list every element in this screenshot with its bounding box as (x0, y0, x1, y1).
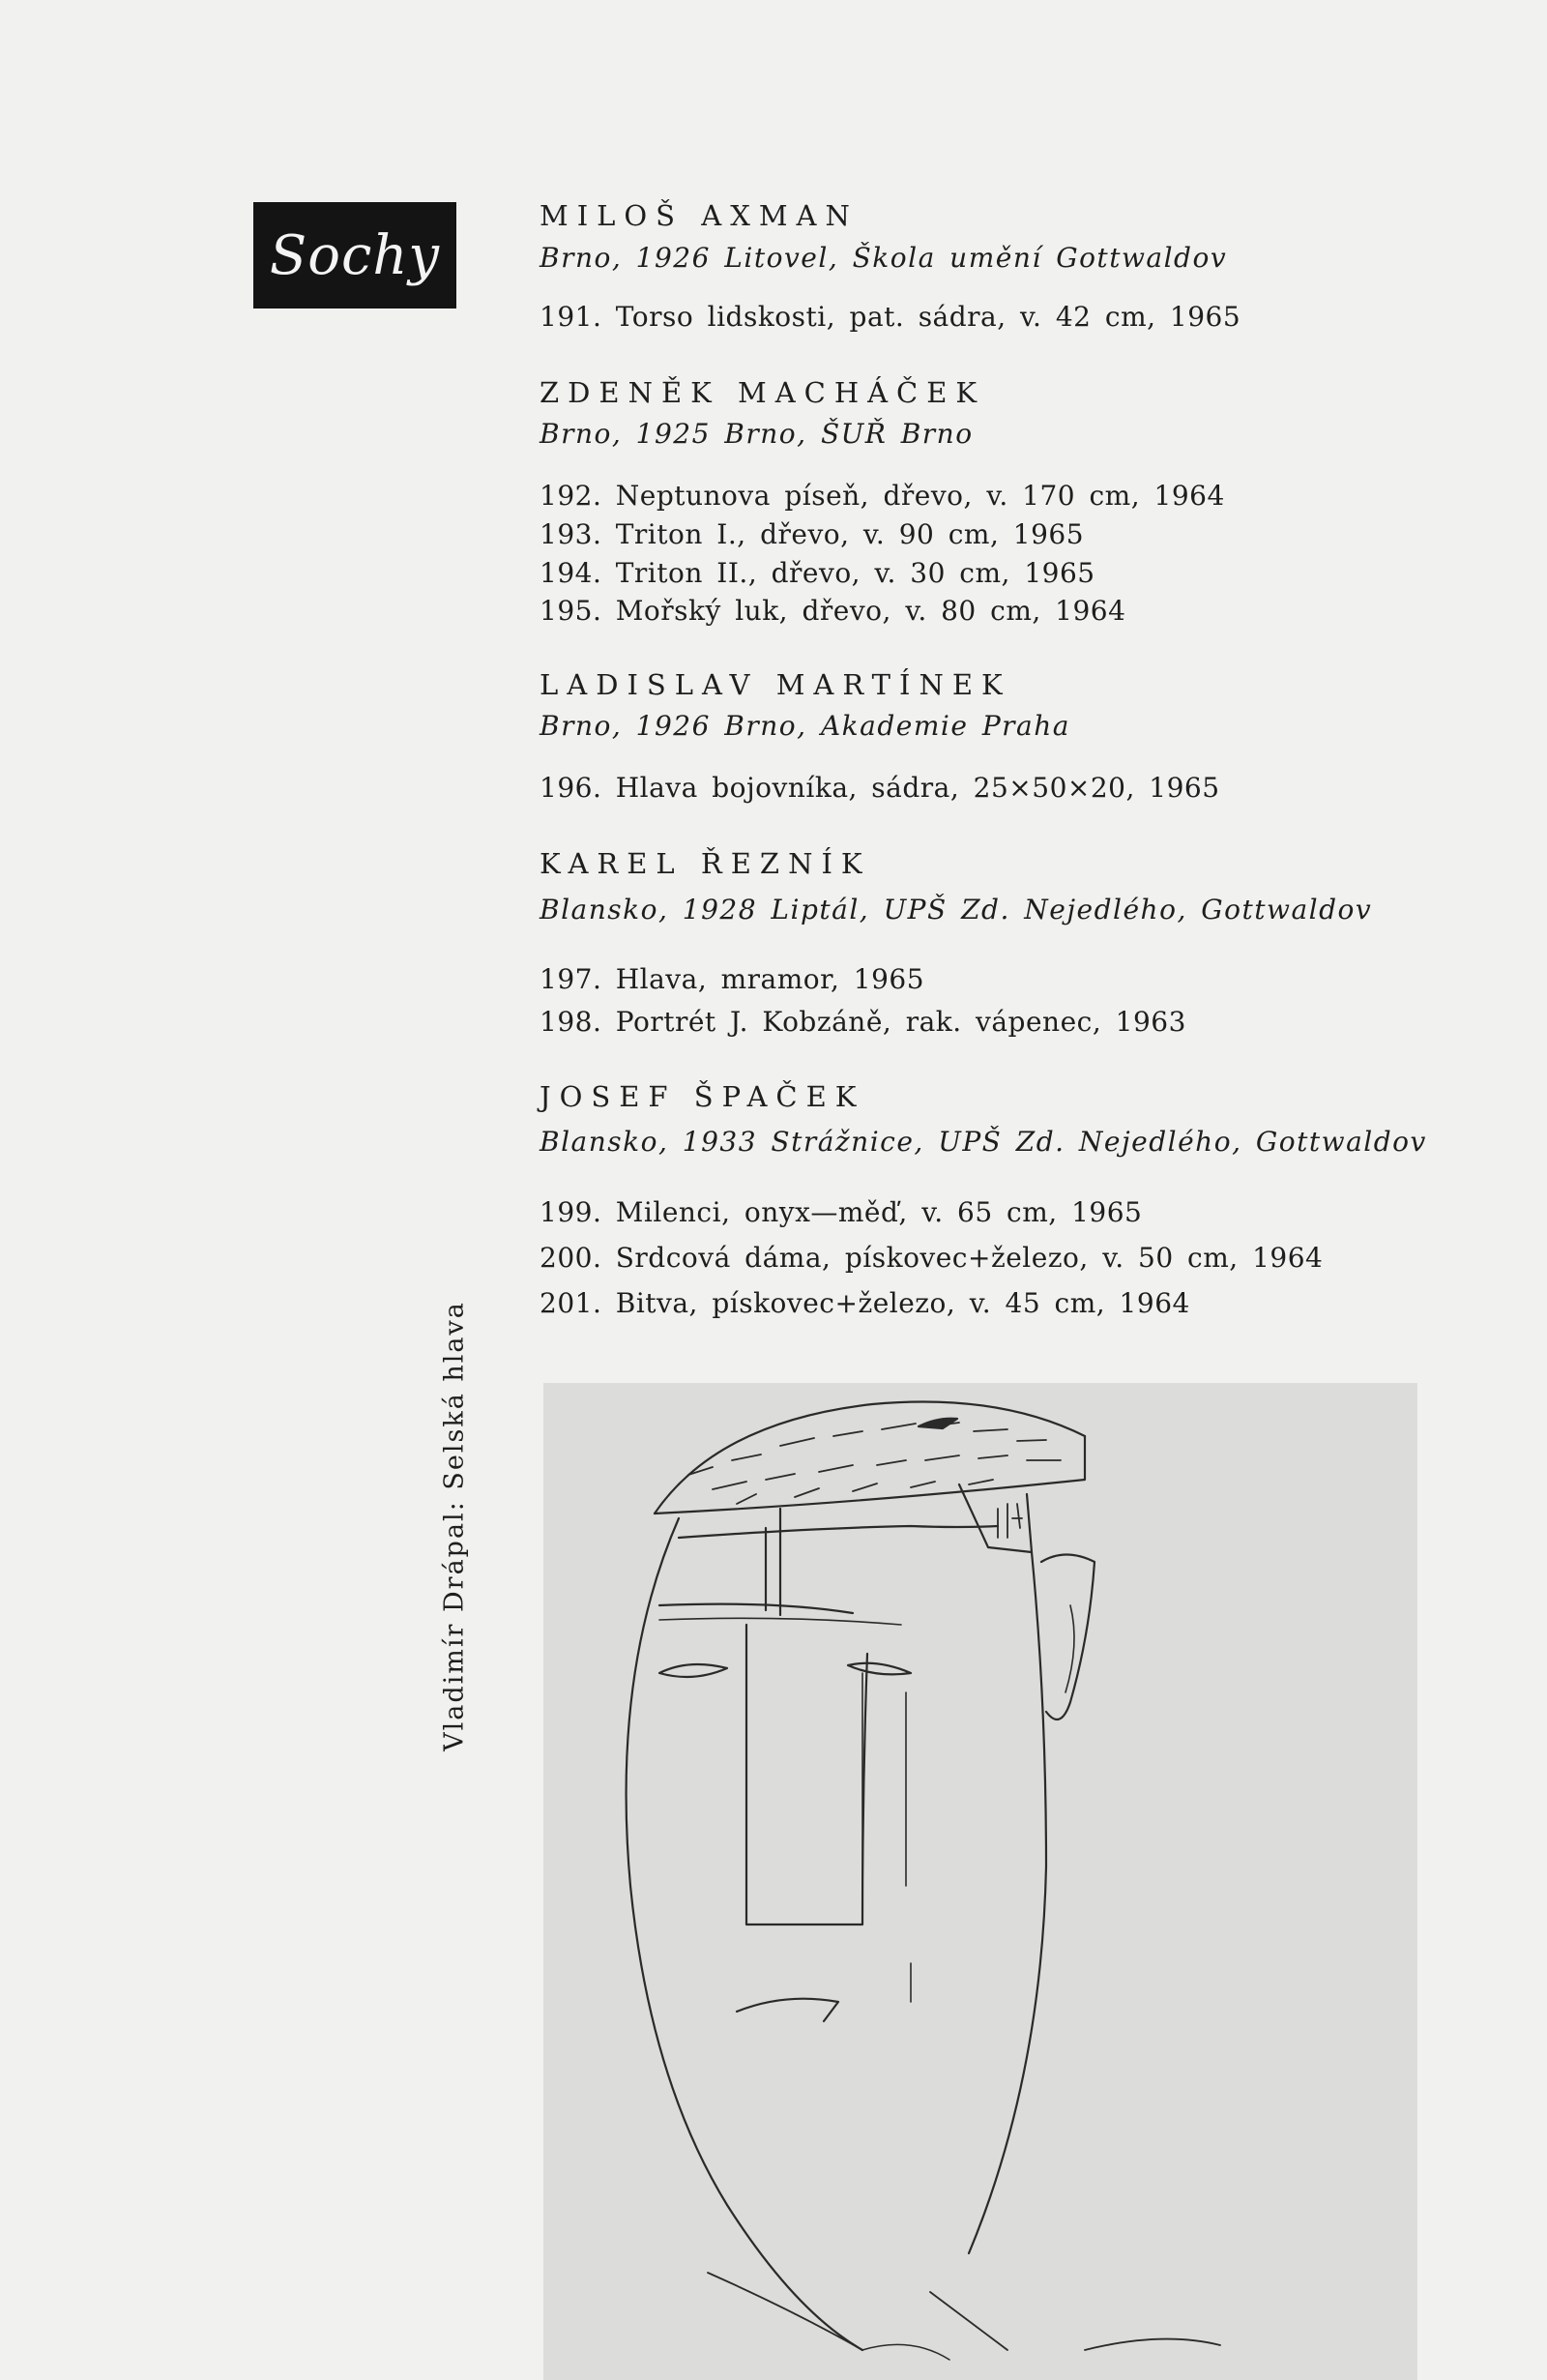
work-item: 192. Neptunova píseň, dřevo, v. 170 cm, 1964 (540, 480, 1225, 512)
artist-info: Brno, 1926 Brno, Akademie Praha (540, 710, 1070, 742)
work-item: 193. Triton I., dřevo, v. 90 cm, 1965 (540, 518, 1085, 550)
work-item: 191. Torso lidskosti, pat. sádra, v. 42 cm, 1965 (540, 301, 1241, 333)
section-label: Sochy (269, 223, 441, 287)
artist-name: ZDENĚK MACHÁČEK (540, 376, 986, 409)
work-item: 194. Triton II., dřevo, v. 30 cm, 1965 (540, 557, 1095, 589)
artist-info: Brno, 1926 Litovel, Škola umění Gottwaldov (540, 242, 1228, 274)
artist-info: Blansko, 1928 Liptál, UPŠ Zd. Nejedlého, Gottwaldov (540, 894, 1373, 926)
artist-name: MILOŠ AXMAN (540, 199, 859, 232)
illustration-caption: Vladimír Drápal: Selská hlava (439, 1301, 470, 1751)
illustration-drawing (543, 1383, 1417, 2380)
work-item: 198. Portrét J. Kobzáně, rak. vápenec, 1963 (540, 1006, 1186, 1038)
work-item: 200. Srdcová dáma, pískovec+železo, v. 50 cm, 1964 (540, 1242, 1324, 1274)
artist-name: JOSEF ŠPAČEK (540, 1080, 865, 1113)
artist-info: Brno, 1925 Brno, ŠUŘ Brno (540, 418, 974, 450)
artist-name: LADISLAV MARTÍNEK (540, 668, 1011, 701)
artist-info: Blansko, 1933 Strážnice, UPŠ Zd. Nejedlého, Gottwaldov (540, 1126, 1427, 1158)
artist-name: KAREL ŘEZNÍK (540, 847, 871, 880)
work-item: 196. Hlava bojovníka, sádra, 25×50×20, 1965 (540, 772, 1220, 804)
head-sketch (543, 1383, 1417, 2380)
work-item: 201. Bitva, pískovec+železo, v. 45 cm, 1964 (540, 1287, 1190, 1319)
work-item: 195. Mořský luk, dřevo, v. 80 cm, 1964 (540, 595, 1126, 627)
section-label-box (253, 202, 456, 309)
work-item: 199. Milenci, onyx—měď, v. 65 cm, 1965 (540, 1196, 1143, 1228)
work-item: 197. Hlava, mramor, 1965 (540, 963, 925, 995)
